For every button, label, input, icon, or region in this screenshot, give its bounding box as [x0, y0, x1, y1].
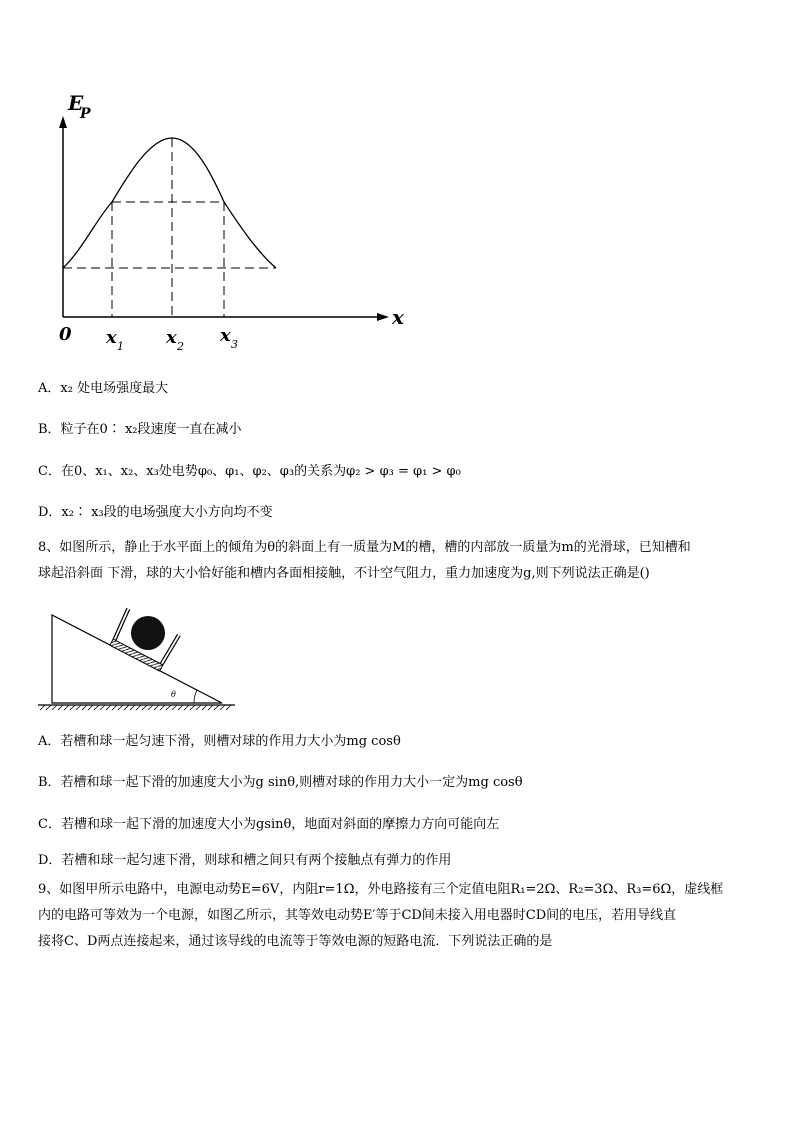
incline-figure	[30, 600, 250, 720]
q9-stem	[38, 877, 758, 955]
tick-label-x1: x	[106, 327, 117, 348]
y-axis-label-sub: P	[80, 106, 91, 122]
q7-option-b: B．粒子在0∶ x₂段速度一直在减小	[38, 422, 242, 437]
tick-label-x2: x	[166, 327, 177, 348]
q8-stem-line1: 8、如图所示，静止于水平面上的倾角为θ的斜面上有一质量为M的槽，槽的内部放一质量为m的光滑球，已知槽和	[38, 540, 691, 555]
groove-left-wall	[111, 608, 128, 639]
ground-hatching	[40, 705, 231, 710]
q8-stem	[38, 535, 758, 587]
groove-right-wall	[163, 635, 180, 666]
angle-label: θ	[171, 690, 176, 699]
q9-stem-line1: 9、如图甲所示电路中，电源电动势E=6V，内阻r=1Ω，外电路接有三个定值电阻R₁=2Ω、R₂=3Ω、R₃=6Ω，虚线框	[38, 882, 724, 897]
x-axis-arrow	[377, 313, 389, 321]
origin-label: 0	[59, 324, 72, 345]
tick-label-x1-sub: 1	[117, 340, 124, 353]
q7-option-a: A．x₂ 处电场强度最大	[38, 381, 169, 396]
y-axis-label: E	[68, 91, 84, 115]
dashed-guides	[63, 138, 276, 317]
q7-option-c: C．在0、x₁、x₂、x₃处电势φ₀、φ₁、φ₂、φ₃的关系为φ₂ > φ₃ = φ₁ > φ₀	[38, 464, 461, 479]
tick-label-x2-sub: 2	[177, 340, 184, 353]
ball	[131, 616, 165, 650]
q9-stem-line3: 接将C、D两点连接起来，通过该导线的电流等于等效电源的短路电流．下列说法正确的是	[38, 934, 553, 949]
q8-option-a: A．若槽和球一起匀速下滑，则槽对球的作用力大小为mg cosθ	[38, 734, 401, 749]
q8-stem-line2: 球起沿斜面 下滑，球的大小恰好能和槽内各面相接触，不计空气阻力，重力加速度为g,则下列说法正确是()	[38, 566, 650, 581]
q8-option-b: B．若槽和球一起下滑的加速度大小为g sinθ,则槽对球的作用力大小一定为mg cosθ	[38, 775, 523, 790]
q8-option-d: D．若槽和球一起匀速下滑，则球和槽之间只有两个接触点有弹力的作用	[38, 853, 452, 868]
x-axis-label: x	[392, 305, 404, 329]
tick-label-x3-sub: 3	[231, 338, 238, 351]
q8-option-c: C．若槽和球一起下滑的加速度大小为gsinθ，地面对斜面的摩擦力方向可能向左	[38, 817, 500, 832]
y-axis-arrow	[59, 116, 67, 128]
q7-option-d: D．x₂∶ x₃段的电场强度大小方向均不变	[38, 505, 273, 520]
tick-label-x3: x	[220, 325, 231, 346]
potential-energy-graph	[0, 80, 420, 360]
energy-curve	[63, 138, 276, 268]
q9-stem-line2: 内的电路可等效为一个电源，如图乙所示，其等效电动势E′等于CD间未接入用电器时CD间的电压，若用导线直	[38, 908, 677, 923]
